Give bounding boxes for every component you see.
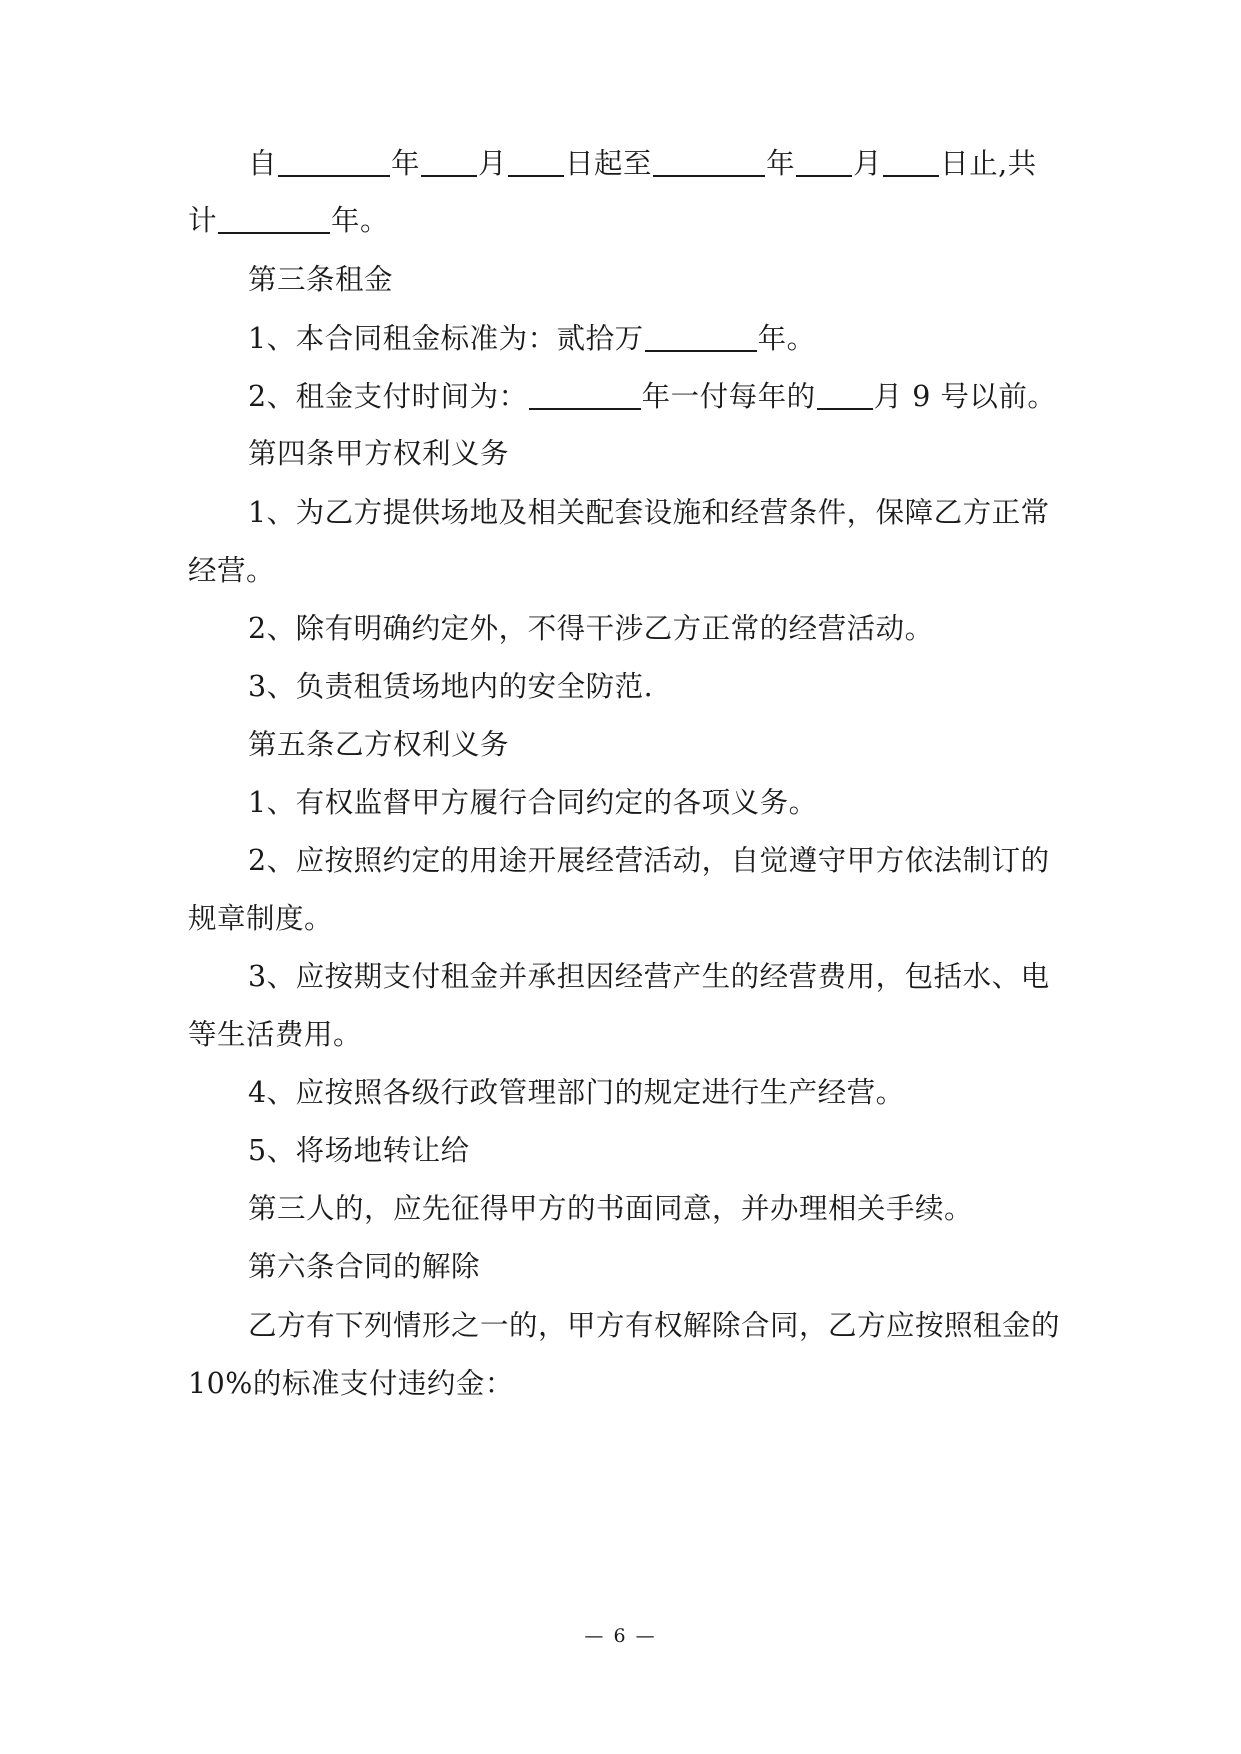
month-blank [421, 145, 477, 177]
text-segment: 日止,共 [940, 147, 1037, 180]
text-segment: 月 [853, 147, 883, 180]
text-segment: 年 [766, 147, 796, 180]
paragraph-line: 经营。 [188, 554, 276, 587]
day-blank [883, 145, 939, 177]
page-number: — 6 — [584, 1625, 657, 1647]
paragraph-line: 规章制度。 [188, 902, 334, 935]
text-segment: 2、租金支付时间为： [248, 380, 528, 413]
text-segment: 月 [478, 147, 508, 180]
article-heading: 第五条乙方权利义务 [248, 728, 510, 761]
rent-standard-line [0, 319, 1241, 359]
article-heading: 第六条合同的解除 [248, 1250, 481, 1283]
text-segment: 日起至 [565, 147, 653, 180]
paragraph-line: 1、为乙方提供场地及相关配套设施和经营条件，保障乙方正常 [248, 496, 1050, 529]
paragraph-line: 2、应按照约定的用途开展经营活动，自觉遵守甲方依法制订的 [248, 844, 1050, 877]
article-heading: 第三条租金 [248, 263, 394, 296]
term-total-line [0, 201, 1241, 241]
text-segment: 年。 [757, 322, 816, 355]
rent-amount-blank [645, 320, 757, 352]
paragraph-line: 5、将场地转让给 [248, 1134, 470, 1167]
paragraph-line: 4、应按照各级行政管理部门的规定进行生产经营。 [248, 1076, 905, 1109]
paragraph-line: 3、应按期支付租金并承担因经营产生的经营费用，包括水、电 [248, 960, 1050, 993]
article-heading: 第四条甲方权利义务 [248, 437, 510, 470]
text-segment: 年 [391, 147, 421, 180]
years-blank [218, 202, 330, 234]
term-date-line [0, 144, 1241, 184]
month-blank [796, 145, 852, 177]
payment-cycle-blank [529, 378, 641, 410]
payment-month-blank [817, 378, 873, 410]
text-segment: 自 [248, 147, 278, 180]
text-segment: 1、本合同租金标准为：贰拾万 [248, 322, 644, 355]
paragraph-line: 等生活费用。 [188, 1018, 363, 1051]
paragraph-line: 第三人的，应先征得甲方的书面同意，并办理相关手续。 [248, 1192, 974, 1225]
rent-payment-line [0, 377, 1241, 417]
paragraph-line: 3、负责租赁场地内的安全防范. [248, 670, 654, 703]
paragraph-line: 乙方有下列情形之一的，甲方有权解除合同，乙方应按照租金的 [248, 1309, 1061, 1342]
text-segment: 年。 [331, 204, 390, 237]
year-blank [278, 145, 390, 177]
paragraph-line: 1、有权监督甲方履行合同约定的各项义务。 [248, 786, 818, 819]
paragraph-line: 2、除有明确约定外，不得干涉乙方正常的经营活动。 [248, 612, 934, 645]
day-blank [508, 145, 564, 177]
paragraph-line: 10%的标准支付违约金： [188, 1367, 514, 1400]
text-segment: 计 [188, 204, 218, 237]
year-blank [653, 145, 765, 177]
text-segment: 月 9 号以前。 [873, 380, 1057, 413]
text-segment: 年一付每年的 [641, 380, 816, 413]
